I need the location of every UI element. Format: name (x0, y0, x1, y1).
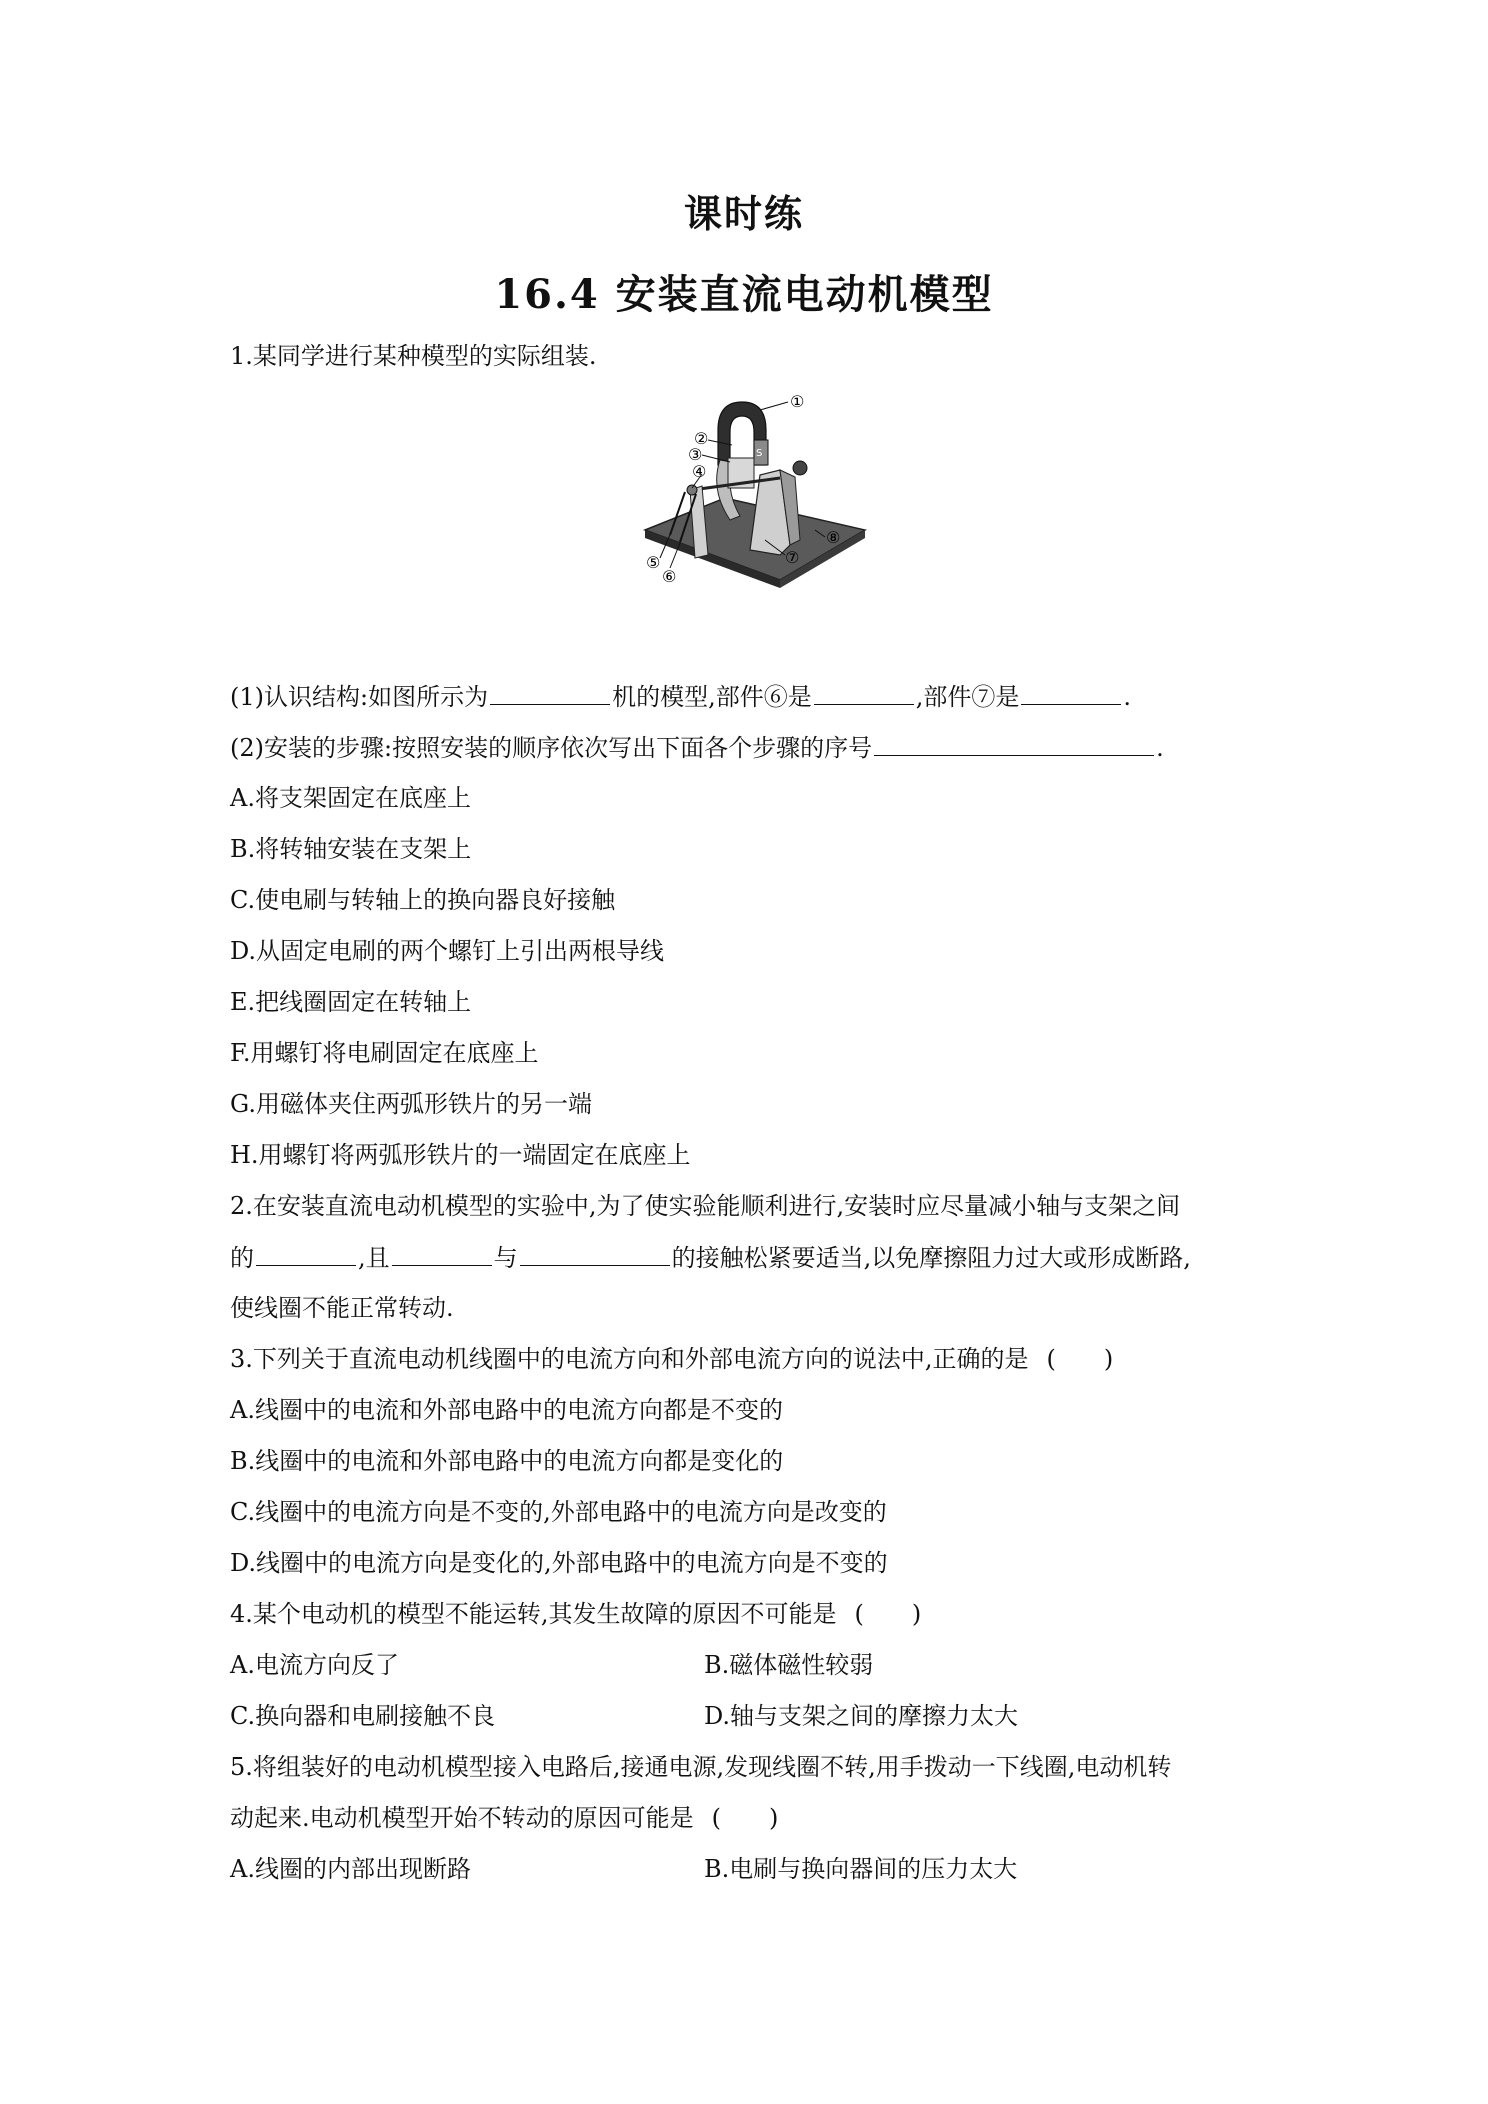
q1p1-text-h: . (1123, 683, 1132, 711)
step-a: A.将支架固定在底座上 (230, 784, 471, 812)
answer-blank-part-6[interactable] (814, 680, 914, 705)
step-d: D.从固定电刷的两个螺钉上引出两根导线 (230, 937, 665, 965)
q1p1-text-g: 是 (995, 683, 1020, 711)
knob (793, 461, 807, 475)
q2-text-c: 与 (493, 1244, 518, 1272)
q3-answer-paren[interactable]: ( ) (1046, 1345, 1114, 1373)
question-2-line-1: 2.在安装直流电动机模型的实验中,为了使实验能顺利进行,安装时应尽量减小轴与支架之间 (230, 1192, 1181, 1220)
q1p2-text-b: . (1156, 734, 1164, 762)
q4-option-b: B.磁体磁性较弱 (704, 1651, 874, 1679)
part-7-marker: ⑦ (971, 683, 996, 711)
question-2-line-2 (230, 1241, 1191, 1274)
q3-option-b: B.线圈中的电流和外部电路中的电流方向都是变化的 (230, 1447, 784, 1475)
q4-option-d: D.轴与支架之间的摩擦力太大 (704, 1702, 1019, 1730)
magnet-s-label: S (756, 448, 763, 459)
q5-option-b: B.电刷与换向器间的压力太大 (704, 1855, 1018, 1883)
step-g: G.用磁体夹住两弧形铁片的另一端 (230, 1090, 592, 1118)
question-2-line-3: 使线圈不能正常转动. (230, 1294, 454, 1322)
step-b: B.将转轴安装在支架上 (230, 835, 472, 863)
answer-blank-order[interactable] (874, 731, 1154, 756)
q5-option-a: A.线圈的内部出现断路 (230, 1855, 471, 1883)
question-1-part-2 (230, 731, 1164, 764)
question-1-part-1 (230, 680, 1131, 713)
figure-label-1: ① (790, 392, 805, 411)
figure-label-8: ⑧ (826, 528, 841, 547)
page-title: 课时练 (683, 191, 804, 236)
q1p1-text-b: 机的模型,部件 (612, 683, 764, 711)
q1p1-text-e: ,部件 (915, 683, 972, 711)
answer-blank-machine[interactable] (490, 680, 610, 705)
answer-blank-q2-3[interactable] (520, 1241, 670, 1266)
q5-answer-paren[interactable]: ( ) (711, 1804, 779, 1832)
figure-label-5: ⑤ (646, 553, 661, 572)
step-h: H.用螺钉将两弧形铁片的一端固定在底座上 (230, 1141, 691, 1169)
q2-text-a: 的 (230, 1244, 254, 1272)
q4-option-c: C.换向器和电刷接触不良 (230, 1702, 496, 1730)
q4-stem-text: 4.某个电动机的模型不能运转,其发生故障的原因不可能是 (230, 1600, 837, 1628)
q4-option-a: A.电流方向反了 (230, 1651, 399, 1679)
q4-answer-paren[interactable]: ( ) (854, 1600, 922, 1628)
q3-stem-text: 3.下列关于直流电动机线圈中的电流方向和外部电流方向的说法中,正确的是 (230, 1345, 1029, 1373)
question-5-line-2 (230, 1802, 778, 1834)
answer-blank-q2-2[interactable] (392, 1241, 492, 1266)
question-1-stem: 1.某同学进行某种模型的实际组装. (230, 342, 597, 370)
q1p1-text-a: (1)认识结构:如图所示为 (230, 683, 489, 711)
question-4-stem (230, 1598, 921, 1630)
q3-option-a: A.线圈中的电流和外部电路中的电流方向都是不变的 (230, 1396, 783, 1424)
leader-1 (760, 402, 788, 410)
motor-model-figure (630, 380, 880, 630)
question-5-line-1: 5.将组装好的电动机模型接入电路后,接通电源,发现线圈不转,用手拨动一下线圈,电动机转 (230, 1753, 1172, 1781)
q2-text-d: 的接触松紧要适当,以免摩擦阻力过大或形成断路, (671, 1244, 1191, 1272)
q3-option-d: D.线圈中的电流方向是变化的,外部电路中的电流方向是不变的 (230, 1549, 888, 1577)
step-c: C.使电刷与转轴上的换向器良好接触 (230, 886, 616, 914)
figure-label-4: ④ (692, 462, 707, 481)
figure-label-7: ⑦ (785, 548, 800, 567)
commutator (687, 485, 697, 495)
answer-blank-part-7[interactable] (1021, 680, 1121, 705)
part-6-marker: ⑥ (763, 683, 788, 711)
q1p1-text-d: 是 (787, 683, 812, 711)
q5-stem-text: 动起来.电动机模型开始不转动的原因可能是 (230, 1804, 694, 1832)
q2-text-b: ,且 (358, 1244, 390, 1272)
figure-label-3: ③ (688, 445, 703, 464)
figure-label-2: ② (694, 429, 709, 448)
q1p2-text-a: (2)安装的步骤:按照安装的顺序依次写出下面各个步骤的序号 (230, 734, 873, 762)
step-e: E.把线圈固定在转轴上 (230, 988, 472, 1016)
answer-blank-q2-1[interactable] (256, 1241, 356, 1266)
step-f: F.用螺钉将电刷固定在底座上 (230, 1039, 539, 1067)
figure-label-6: ⑥ (662, 567, 677, 586)
question-3-stem (230, 1343, 1113, 1375)
q3-option-c: C.线圈中的电流方向是不变的,外部电路中的电流方向是改变的 (230, 1498, 887, 1526)
section-title: 16.4 安装直流电动机模型 (494, 271, 994, 318)
